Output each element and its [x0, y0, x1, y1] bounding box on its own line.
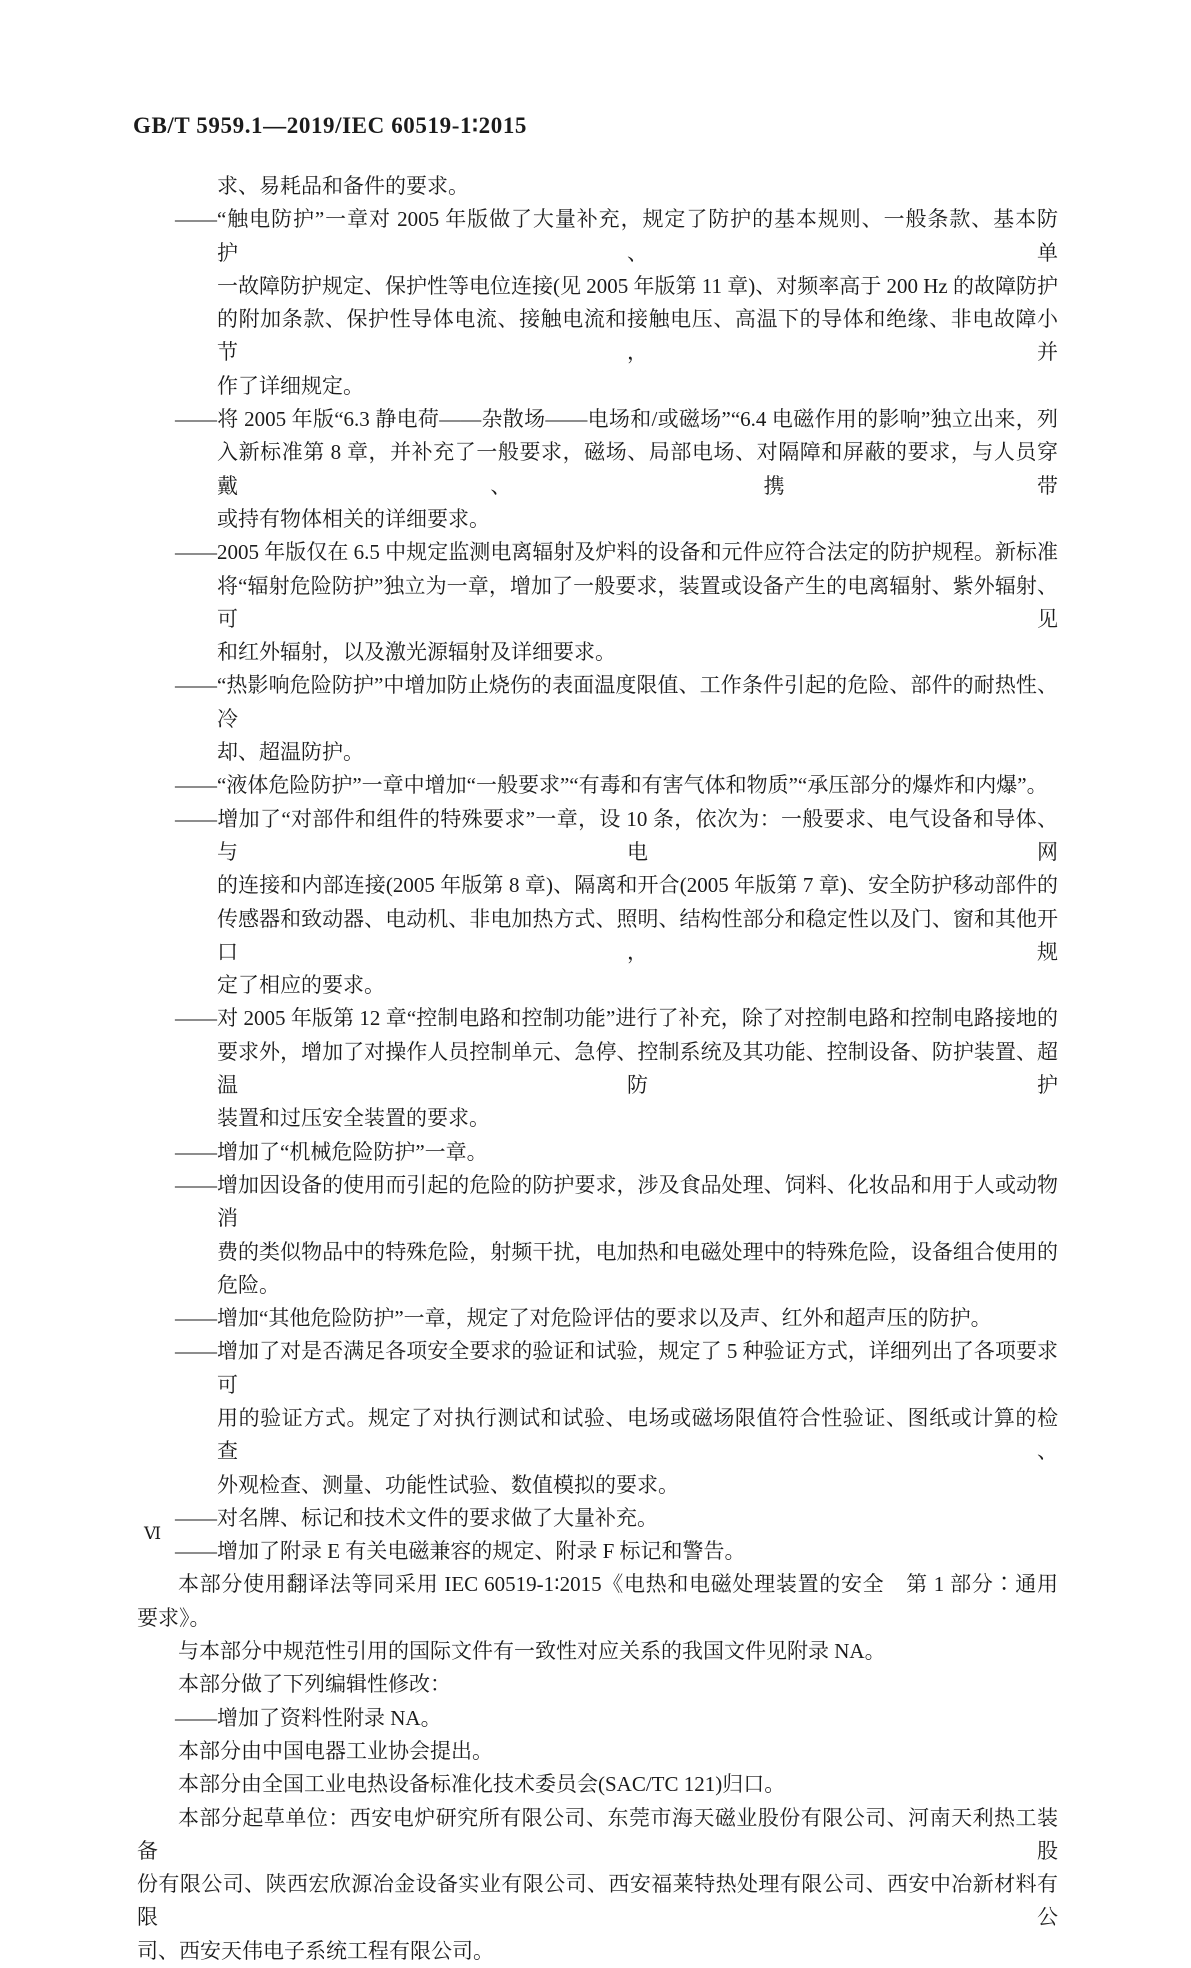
document-line: ——2005 年版仅在 6.5 中规定监测电离辐射及炉料的设备和元件应符合法定的防护规程。新标准: [175, 540, 1058, 565]
document-line: 和红外辐射，以及激光源辐射及详细要求。: [217, 640, 616, 665]
page-number: Ⅵ: [144, 1524, 163, 1543]
document-line: 本部分由全国工业电热设备标准化技术委员会(SAC/TC 121)归口。: [178, 1772, 786, 1797]
document-line: 却、超温防护。: [217, 740, 364, 765]
document-line: 或持有物体相关的详细要求。: [217, 506, 490, 531]
document-line: 本部分做了下列编辑性修改：: [178, 1672, 451, 1697]
document-line: ——“液体危险防护”一章中增加“一般要求”“有毒和有害气体和物质”“承压部分的爆炸和内爆”。: [175, 773, 1048, 798]
document-line: 入新标准第 8 章，并补充了一般要求，磁场、局部电场、对隔障和屏蔽的要求，与人员穿戴、携带: [217, 440, 1058, 498]
document-line: 用的验证方式。规定了对执行测试和试验、电场或磁场限值符合性验证、图纸或计算的检查、: [217, 1405, 1058, 1464]
document-line: 的附加条款、保护性导体电流、接触电流和接触电压、高温下的导体和绝缘、非电故障小节，并: [217, 307, 1058, 365]
document-line: ——增加了资料性附录 NA。: [175, 1705, 442, 1730]
document-line: 本部分起草单位：西安电炉研究所有限公司、东莞市海天磁业股份有限公司、河南天利热工装备股: [137, 1805, 1058, 1863]
document-line: 作了详细规定。: [217, 373, 364, 398]
document-line: ——对 2005 年版第 12 章“控制电路和控制功能”进行了补充，除了对控制电路和控制电路接地的: [175, 1006, 1058, 1031]
document-line: 求、易耗品和备件的要求。: [217, 174, 469, 198]
document-line: ——增加“其他危险防护”一章，规定了对危险评估的要求以及声、红外和超声压的防护。: [175, 1306, 992, 1331]
document-line: 一故障防护规定、保护性等电位连接(见 2005 年版第 11 章)、对频率高于 200 Hz 的故障防护: [217, 273, 1058, 298]
document-line: 将“辐射危险防护”独立为一章，增加了一般要求，装置或设备产生的电离辐射、紫外辐射、可见: [217, 573, 1058, 631]
document-line: ——增加了“机械危险防护”一章。: [175, 1139, 488, 1164]
document-line: ——增加了“对部件和组件的特殊要求”一章，设 10 条，依次为：一般要求、电气设备和导体、与电网: [175, 806, 1058, 864]
document-line: 份有限公司、陕西宏欣源冶金设备实业有限公司、西安福莱特热处理有限公司、西安中冶新材料有限公: [137, 1872, 1058, 1930]
document-line: ——增加了对是否满足各项安全要求的验证和试验，规定了 5 种验证方式，详细列出了各项要求可: [175, 1339, 1058, 1397]
document-line: ——对名牌、标记和技术文件的要求做了大量补充。: [175, 1505, 658, 1530]
document-line: 定了相应的要求。: [217, 973, 385, 998]
standard-number-heading: GB/T 5959.1—2019/IEC 60519-1∶2015: [133, 113, 528, 138]
document-line: 本部分使用翻译法等同采用 IEC 60519-1∶2015《电热和电磁处理装置的安全 第 1 部分∶通用: [178, 1572, 1058, 1597]
document-line: ——将 2005 年版“6.3 静电荷——杂散场——电场和/或磁场”“6.4 电磁作用的影响”独立出来，列: [175, 407, 1058, 432]
document-line: 要求外，增加了对操作人员控制单元、急停、控制系统及其功能、控制设备、防护装置、超温防护: [217, 1039, 1058, 1098]
document-line: ——增加因设备的使用而引起的危险的防护要求，涉及食品处理、饲料、化妆品和用于人或动物消: [175, 1172, 1058, 1231]
document-line: 要求》。: [137, 1605, 211, 1630]
document-line: 费的类似物品中的特殊危险，射频干扰，电加热和电磁处理中的特殊危险，设备组合使用的: [217, 1239, 1058, 1264]
document-line: 司、西安天伟电子系统工程有限公司。: [137, 1938, 494, 1963]
document-line: 外观检查、测量、功能性试验、数值模拟的要求。: [217, 1472, 679, 1497]
document-line: 的连接和内部连接(2005 年版第 8 章)、隔离和开合(2005 年版第 7 章)、安全防护移动部件的: [217, 873, 1058, 898]
document-line: 与本部分中规范性引用的国际文件有一致性对应关系的我国文件见附录 NA。: [178, 1639, 886, 1664]
document-line: ——“热影响危险防护”中增加防止烧伤的表面温度限值、工作条件引起的危险、部件的耐热性、冷: [175, 673, 1058, 731]
document-line: 危险。: [217, 1272, 280, 1297]
document-line: 本部分由中国电器工业协会提出。: [178, 1738, 493, 1763]
document-line: ——“触电防护”一章对 2005 年版做了大量补充，规定了防护的基本规则、一般条款、基本防护、单: [175, 207, 1058, 265]
document-line: ——增加了附录 E 有关电磁兼容的规定、附录 F 标记和警告。: [175, 1539, 746, 1564]
document-line: 传感器和致动器、电动机、非电加热方式、照明、结构性部分和稳定性以及门、窗和其他开口，规: [217, 906, 1058, 964]
foreword-body: [137, 170, 1058, 1968]
document-line: 装置和过压安全装置的要求。: [217, 1106, 490, 1131]
